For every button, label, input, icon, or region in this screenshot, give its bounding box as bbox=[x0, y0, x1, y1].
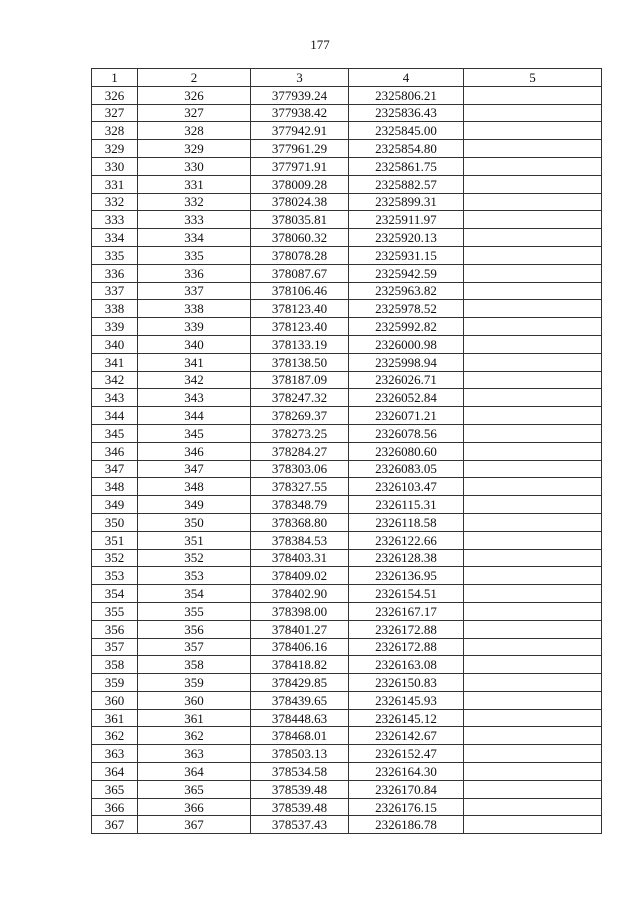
table-row bbox=[92, 211, 602, 229]
point-id-cell: 330 bbox=[138, 157, 251, 175]
x-coordinate-cell: 378138.50 bbox=[251, 353, 349, 371]
x-coordinate-cell: 378035.81 bbox=[251, 211, 349, 229]
note-cell bbox=[464, 318, 602, 336]
note-cell bbox=[464, 798, 602, 816]
column-header-2: 2 bbox=[138, 69, 251, 87]
point-number-cell: 335 bbox=[92, 246, 138, 264]
table-row bbox=[92, 745, 602, 763]
point-id-cell: 355 bbox=[138, 602, 251, 620]
point-id-cell: 332 bbox=[138, 193, 251, 211]
table-row bbox=[92, 442, 602, 460]
point-id-cell: 329 bbox=[138, 140, 251, 158]
x-coordinate-cell: 378078.28 bbox=[251, 246, 349, 264]
y-coordinate-cell: 2326142.67 bbox=[349, 727, 464, 745]
note-cell bbox=[464, 531, 602, 549]
x-coordinate-cell: 378539.48 bbox=[251, 798, 349, 816]
table-row bbox=[92, 513, 602, 531]
x-coordinate-cell: 378060.32 bbox=[251, 229, 349, 247]
y-coordinate-cell: 2326172.88 bbox=[349, 638, 464, 656]
note-cell bbox=[464, 674, 602, 692]
y-coordinate-cell: 2325911.97 bbox=[349, 211, 464, 229]
point-id-cell: 338 bbox=[138, 300, 251, 318]
note-cell bbox=[464, 620, 602, 638]
table-row bbox=[92, 371, 602, 389]
point-id-cell: 351 bbox=[138, 531, 251, 549]
point-number-cell: 355 bbox=[92, 602, 138, 620]
y-coordinate-cell: 2326170.84 bbox=[349, 780, 464, 798]
x-coordinate-cell: 378273.25 bbox=[251, 424, 349, 442]
point-id-cell: 365 bbox=[138, 780, 251, 798]
page-number: 177 bbox=[310, 37, 330, 52]
point-id-cell: 328 bbox=[138, 122, 251, 140]
x-coordinate-cell: 378406.16 bbox=[251, 638, 349, 656]
x-coordinate-cell: 378303.06 bbox=[251, 460, 349, 478]
x-coordinate-cell: 378247.32 bbox=[251, 389, 349, 407]
y-coordinate-cell: 2326083.05 bbox=[349, 460, 464, 478]
point-id-cell: 333 bbox=[138, 211, 251, 229]
x-coordinate-cell: 378398.00 bbox=[251, 602, 349, 620]
table-row bbox=[92, 763, 602, 781]
point-id-cell: 340 bbox=[138, 335, 251, 353]
note-cell bbox=[464, 549, 602, 567]
point-number-cell: 330 bbox=[92, 157, 138, 175]
point-id-cell: 360 bbox=[138, 691, 251, 709]
table-row bbox=[92, 656, 602, 674]
note-cell bbox=[464, 104, 602, 122]
y-coordinate-cell: 2325899.31 bbox=[349, 193, 464, 211]
x-coordinate-cell: 378403.31 bbox=[251, 549, 349, 567]
note-cell bbox=[464, 86, 602, 104]
table-row bbox=[92, 602, 602, 620]
table-row bbox=[92, 496, 602, 514]
y-coordinate-cell: 2326176.15 bbox=[349, 798, 464, 816]
y-coordinate-cell: 2326150.83 bbox=[349, 674, 464, 692]
table-row bbox=[92, 798, 602, 816]
note-cell bbox=[464, 300, 602, 318]
x-coordinate-cell: 378537.43 bbox=[251, 816, 349, 834]
y-coordinate-cell: 2326080.60 bbox=[349, 442, 464, 460]
x-coordinate-cell: 378534.58 bbox=[251, 763, 349, 781]
table-row bbox=[92, 122, 602, 140]
column-header-1: 1 bbox=[92, 69, 138, 87]
x-coordinate-cell: 378348.79 bbox=[251, 496, 349, 514]
point-number-cell: 365 bbox=[92, 780, 138, 798]
table-row bbox=[92, 709, 602, 727]
note-cell bbox=[464, 193, 602, 211]
note-cell bbox=[464, 727, 602, 745]
note-cell bbox=[464, 691, 602, 709]
point-number-cell: 336 bbox=[92, 264, 138, 282]
y-coordinate-cell: 2325978.52 bbox=[349, 300, 464, 318]
point-id-cell: 343 bbox=[138, 389, 251, 407]
table-row bbox=[92, 157, 602, 175]
x-coordinate-cell: 378327.55 bbox=[251, 478, 349, 496]
table-row bbox=[92, 816, 602, 834]
point-id-cell: 345 bbox=[138, 424, 251, 442]
note-cell bbox=[464, 442, 602, 460]
note-cell bbox=[464, 745, 602, 763]
note-cell bbox=[464, 656, 602, 674]
table-row bbox=[92, 318, 602, 336]
table-row bbox=[92, 620, 602, 638]
x-coordinate-cell: 378429.85 bbox=[251, 674, 349, 692]
y-coordinate-cell: 2326163.08 bbox=[349, 656, 464, 674]
x-coordinate-cell: 378439.65 bbox=[251, 691, 349, 709]
point-id-cell: 341 bbox=[138, 353, 251, 371]
note-cell bbox=[464, 763, 602, 781]
table-row bbox=[92, 246, 602, 264]
table-row bbox=[92, 335, 602, 353]
y-coordinate-cell: 2325998.94 bbox=[349, 353, 464, 371]
point-number-cell: 346 bbox=[92, 442, 138, 460]
x-coordinate-cell: 377961.29 bbox=[251, 140, 349, 158]
x-coordinate-cell: 378468.01 bbox=[251, 727, 349, 745]
y-coordinate-cell: 2325963.82 bbox=[349, 282, 464, 300]
table-body bbox=[92, 86, 602, 833]
y-coordinate-cell: 2325992.82 bbox=[349, 318, 464, 336]
y-coordinate-cell: 2325861.75 bbox=[349, 157, 464, 175]
x-coordinate-cell: 378448.63 bbox=[251, 709, 349, 727]
point-number-cell: 352 bbox=[92, 549, 138, 567]
point-id-cell: 334 bbox=[138, 229, 251, 247]
point-id-cell: 364 bbox=[138, 763, 251, 781]
y-coordinate-cell: 2326167.17 bbox=[349, 602, 464, 620]
table-row bbox=[92, 300, 602, 318]
point-number-cell: 349 bbox=[92, 496, 138, 514]
y-coordinate-cell: 2326000.98 bbox=[349, 335, 464, 353]
x-coordinate-cell: 378539.48 bbox=[251, 780, 349, 798]
note-cell bbox=[464, 478, 602, 496]
note-cell bbox=[464, 229, 602, 247]
note-cell bbox=[464, 140, 602, 158]
point-number-cell: 327 bbox=[92, 104, 138, 122]
table-row bbox=[92, 727, 602, 745]
point-id-cell: 367 bbox=[138, 816, 251, 834]
x-coordinate-cell: 378123.40 bbox=[251, 318, 349, 336]
note-cell bbox=[464, 282, 602, 300]
point-id-cell: 337 bbox=[138, 282, 251, 300]
point-number-cell: 332 bbox=[92, 193, 138, 211]
y-coordinate-cell: 2325920.13 bbox=[349, 229, 464, 247]
point-id-cell: 348 bbox=[138, 478, 251, 496]
point-id-cell: 342 bbox=[138, 371, 251, 389]
x-coordinate-cell: 378269.37 bbox=[251, 407, 349, 425]
table-row bbox=[92, 104, 602, 122]
y-coordinate-cell: 2325845.00 bbox=[349, 122, 464, 140]
y-coordinate-cell: 2325882.57 bbox=[349, 175, 464, 193]
note-cell bbox=[464, 122, 602, 140]
point-number-cell: 333 bbox=[92, 211, 138, 229]
table-header bbox=[92, 69, 602, 87]
table-row bbox=[92, 478, 602, 496]
x-coordinate-cell: 378409.02 bbox=[251, 567, 349, 585]
y-coordinate-cell: 2325836.43 bbox=[349, 104, 464, 122]
point-number-cell: 354 bbox=[92, 585, 138, 603]
table-row bbox=[92, 140, 602, 158]
table-row bbox=[92, 567, 602, 585]
table-row bbox=[92, 531, 602, 549]
point-number-cell: 361 bbox=[92, 709, 138, 727]
point-number-cell: 360 bbox=[92, 691, 138, 709]
note-cell bbox=[464, 371, 602, 389]
point-number-cell: 359 bbox=[92, 674, 138, 692]
point-id-cell: 335 bbox=[138, 246, 251, 264]
point-id-cell: 363 bbox=[138, 745, 251, 763]
point-id-cell: 336 bbox=[138, 264, 251, 282]
point-id-cell: 361 bbox=[138, 709, 251, 727]
y-coordinate-cell: 2326118.58 bbox=[349, 513, 464, 531]
x-coordinate-cell: 378024.38 bbox=[251, 193, 349, 211]
table-row bbox=[92, 407, 602, 425]
note-cell bbox=[464, 496, 602, 514]
table-row bbox=[92, 193, 602, 211]
x-coordinate-cell: 378009.28 bbox=[251, 175, 349, 193]
note-cell bbox=[464, 460, 602, 478]
y-coordinate-cell: 2326052.84 bbox=[349, 389, 464, 407]
y-coordinate-cell: 2326186.78 bbox=[349, 816, 464, 834]
point-number-cell: 329 bbox=[92, 140, 138, 158]
table-row bbox=[92, 389, 602, 407]
point-number-cell: 356 bbox=[92, 620, 138, 638]
x-coordinate-cell: 377939.24 bbox=[251, 86, 349, 104]
header-row bbox=[92, 69, 602, 87]
note-cell bbox=[464, 638, 602, 656]
y-coordinate-cell: 2326154.51 bbox=[349, 585, 464, 603]
point-number-cell: 351 bbox=[92, 531, 138, 549]
point-id-cell: 344 bbox=[138, 407, 251, 425]
point-id-cell: 366 bbox=[138, 798, 251, 816]
point-number-cell: 350 bbox=[92, 513, 138, 531]
point-id-cell: 352 bbox=[138, 549, 251, 567]
point-id-cell: 362 bbox=[138, 727, 251, 745]
x-coordinate-cell: 378402.90 bbox=[251, 585, 349, 603]
x-coordinate-cell: 378368.80 bbox=[251, 513, 349, 531]
table-row bbox=[92, 175, 602, 193]
table-row bbox=[92, 674, 602, 692]
table-row bbox=[92, 229, 602, 247]
y-coordinate-cell: 2326152.47 bbox=[349, 745, 464, 763]
y-coordinate-cell: 2325806.21 bbox=[349, 86, 464, 104]
point-number-cell: 328 bbox=[92, 122, 138, 140]
note-cell bbox=[464, 175, 602, 193]
note-cell bbox=[464, 567, 602, 585]
point-number-cell: 362 bbox=[92, 727, 138, 745]
point-number-cell: 357 bbox=[92, 638, 138, 656]
point-number-cell: 334 bbox=[92, 229, 138, 247]
y-coordinate-cell: 2326145.93 bbox=[349, 691, 464, 709]
point-number-cell: 353 bbox=[92, 567, 138, 585]
note-cell bbox=[464, 389, 602, 407]
column-header-5: 5 bbox=[464, 69, 602, 87]
point-id-cell: 326 bbox=[138, 86, 251, 104]
y-coordinate-cell: 2326071.21 bbox=[349, 407, 464, 425]
x-coordinate-cell: 378106.46 bbox=[251, 282, 349, 300]
point-number-cell: 343 bbox=[92, 389, 138, 407]
coordinates-table bbox=[91, 68, 602, 834]
note-cell bbox=[464, 602, 602, 620]
point-id-cell: 354 bbox=[138, 585, 251, 603]
note-cell bbox=[464, 816, 602, 834]
y-coordinate-cell: 2326172.88 bbox=[349, 620, 464, 638]
point-number-cell: 326 bbox=[92, 86, 138, 104]
note-cell bbox=[464, 407, 602, 425]
table-row bbox=[92, 353, 602, 371]
point-id-cell: 346 bbox=[138, 442, 251, 460]
note-cell bbox=[464, 353, 602, 371]
point-number-cell: 367 bbox=[92, 816, 138, 834]
point-number-cell: 364 bbox=[92, 763, 138, 781]
x-coordinate-cell: 378087.67 bbox=[251, 264, 349, 282]
note-cell bbox=[464, 246, 602, 264]
point-id-cell: 353 bbox=[138, 567, 251, 585]
point-id-cell: 357 bbox=[138, 638, 251, 656]
note-cell bbox=[464, 424, 602, 442]
note-cell bbox=[464, 780, 602, 798]
y-coordinate-cell: 2326122.66 bbox=[349, 531, 464, 549]
point-number-cell: 345 bbox=[92, 424, 138, 442]
y-coordinate-cell: 2326078.56 bbox=[349, 424, 464, 442]
point-id-cell: 347 bbox=[138, 460, 251, 478]
table-row bbox=[92, 780, 602, 798]
x-coordinate-cell: 378133.19 bbox=[251, 335, 349, 353]
point-id-cell: 358 bbox=[138, 656, 251, 674]
y-coordinate-cell: 2325942.59 bbox=[349, 264, 464, 282]
point-number-cell: 347 bbox=[92, 460, 138, 478]
y-coordinate-cell: 2326026.71 bbox=[349, 371, 464, 389]
x-coordinate-cell: 378284.27 bbox=[251, 442, 349, 460]
x-coordinate-cell: 378187.09 bbox=[251, 371, 349, 389]
table-row bbox=[92, 549, 602, 567]
point-number-cell: 342 bbox=[92, 371, 138, 389]
table-row bbox=[92, 424, 602, 442]
point-id-cell: 359 bbox=[138, 674, 251, 692]
point-id-cell: 339 bbox=[138, 318, 251, 336]
y-coordinate-cell: 2326145.12 bbox=[349, 709, 464, 727]
point-number-cell: 340 bbox=[92, 335, 138, 353]
point-number-cell: 363 bbox=[92, 745, 138, 763]
table-row bbox=[92, 585, 602, 603]
point-number-cell: 358 bbox=[92, 656, 138, 674]
y-coordinate-cell: 2325854.80 bbox=[349, 140, 464, 158]
note-cell bbox=[464, 157, 602, 175]
point-id-cell: 327 bbox=[138, 104, 251, 122]
point-id-cell: 350 bbox=[138, 513, 251, 531]
y-coordinate-cell: 2326103.47 bbox=[349, 478, 464, 496]
point-id-cell: 356 bbox=[138, 620, 251, 638]
point-number-cell: 339 bbox=[92, 318, 138, 336]
table-row bbox=[92, 691, 602, 709]
x-coordinate-cell: 377942.91 bbox=[251, 122, 349, 140]
x-coordinate-cell: 378384.53 bbox=[251, 531, 349, 549]
table-row bbox=[92, 86, 602, 104]
point-number-cell: 366 bbox=[92, 798, 138, 816]
x-coordinate-cell: 378418.82 bbox=[251, 656, 349, 674]
note-cell bbox=[464, 585, 602, 603]
y-coordinate-cell: 2325931.15 bbox=[349, 246, 464, 264]
column-header-4: 4 bbox=[349, 69, 464, 87]
x-coordinate-cell: 377938.42 bbox=[251, 104, 349, 122]
point-number-cell: 348 bbox=[92, 478, 138, 496]
point-number-cell: 338 bbox=[92, 300, 138, 318]
point-number-cell: 331 bbox=[92, 175, 138, 193]
x-coordinate-cell: 378503.13 bbox=[251, 745, 349, 763]
y-coordinate-cell: 2326128.38 bbox=[349, 549, 464, 567]
point-id-cell: 349 bbox=[138, 496, 251, 514]
table-row bbox=[92, 460, 602, 478]
note-cell bbox=[464, 709, 602, 727]
y-coordinate-cell: 2326164.30 bbox=[349, 763, 464, 781]
column-header-3: 3 bbox=[251, 69, 349, 87]
note-cell bbox=[464, 211, 602, 229]
point-id-cell: 331 bbox=[138, 175, 251, 193]
point-number-cell: 337 bbox=[92, 282, 138, 300]
y-coordinate-cell: 2326115.31 bbox=[349, 496, 464, 514]
note-cell bbox=[464, 264, 602, 282]
table-row bbox=[92, 282, 602, 300]
table-row bbox=[92, 264, 602, 282]
note-cell bbox=[464, 513, 602, 531]
note-cell bbox=[464, 335, 602, 353]
table-row bbox=[92, 638, 602, 656]
x-coordinate-cell: 378123.40 bbox=[251, 300, 349, 318]
point-number-cell: 341 bbox=[92, 353, 138, 371]
x-coordinate-cell: 378401.27 bbox=[251, 620, 349, 638]
y-coordinate-cell: 2326136.95 bbox=[349, 567, 464, 585]
point-number-cell: 344 bbox=[92, 407, 138, 425]
x-coordinate-cell: 377971.91 bbox=[251, 157, 349, 175]
